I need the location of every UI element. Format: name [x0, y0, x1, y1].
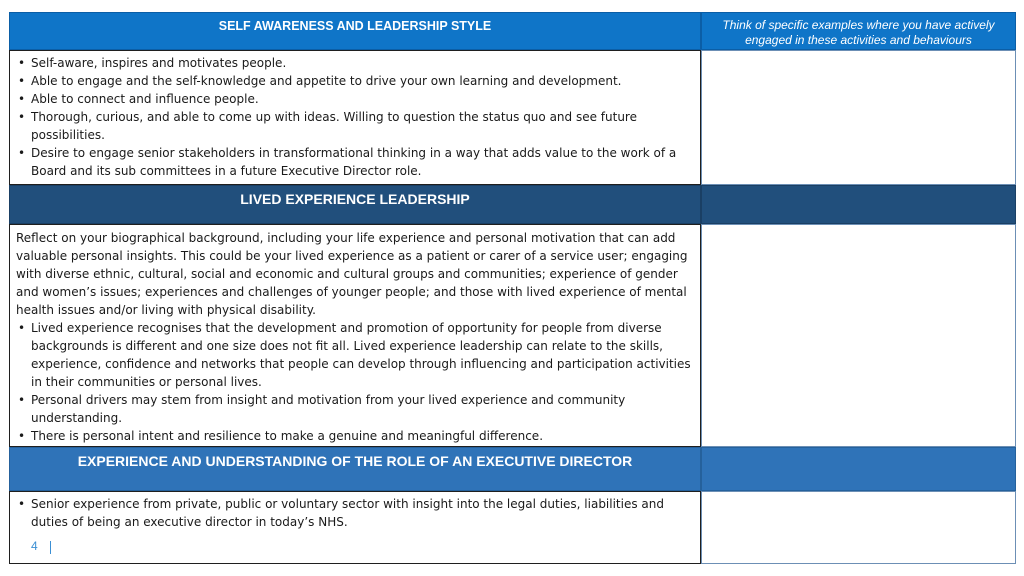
self-awareness-list: [16, 54, 692, 180]
self-awareness-body: [9, 50, 701, 185]
page-number-divider: [50, 541, 51, 554]
list-item: • Able to connect and influence people.: [16, 90, 692, 108]
list-item: • Self-aware, inspires and motivates people.: [16, 54, 692, 72]
list-item: • Lived experience recognises that the development and promotion of opportunity for people from diverse backgrounds is different and one size does not fit all. Lived experience leadership can relate to the skills, experience, confidence and networks that people can develop through influencing and participation activities in their communities or personal lives.: [16, 319, 692, 391]
page-number: 4: [31, 539, 38, 553]
executive-director-body: [9, 491, 701, 564]
executive-director-title: EXPERIENCE AND UNDERSTANDING OF THE ROLE OF AN EXECUTIVE DIRECTOR: [77, 453, 633, 469]
list-item: • Able to engage and the self-knowledge and appetite to drive your own learning and development.: [16, 72, 692, 90]
list-item: • Personal drivers may stem from insight and motivation from your lived experience and community understanding.: [16, 391, 692, 427]
executive-director-list: [16, 495, 692, 531]
examples-header-note: Think of specific examples where you have actively engaged in these activities and behaviours: [722, 18, 995, 47]
examples-header: [701, 12, 1016, 50]
executive-director-header: [9, 447, 701, 491]
list-item: • Thorough, curious, and able to come up with ideas. Willing to question the status quo and see future possibilities.: [16, 108, 692, 144]
lived-experience-side-header: [701, 185, 1016, 224]
executive-director-side-header: [701, 447, 1016, 491]
self-awareness-header: [9, 12, 701, 50]
lived-experience-list: [16, 319, 692, 445]
list-item: • There is personal intent and resilience to make a genuine and meaningful difference.: [16, 427, 692, 445]
executive-director-examples-field[interactable]: [701, 491, 1016, 564]
self-awareness-examples-field[interactable]: [701, 50, 1016, 185]
list-item: • Desire to engage senior stakeholders in transformational thinking in a way that adds value to the work of a Board and its sub committees in a future Executive Director role.: [16, 144, 692, 180]
lived-experience-examples-field[interactable]: [701, 224, 1016, 447]
self-awareness-title: SELF AWARENESS AND LEADERSHIP STYLE: [218, 19, 492, 33]
lived-experience-intro: Reflect on your biographical background, including your life experience and personal motivation that can add valuable personal insights. This could be your lived experience as a patient or carer of a service user; engaging with diverse ethnic, cultural, social and economic and cultural groups and communities; experience of gender and women’s issues; experiences and challenges of younger people; and those with lived experience of mental health issues and/or living with physical disability.: [16, 231, 688, 317]
lived-experience-body: [9, 224, 701, 447]
competency-table: [9, 12, 1016, 564]
lived-experience-title: LIVED EXPERIENCE LEADERSHIP: [240, 191, 470, 207]
lived-experience-header: [9, 185, 701, 224]
list-item: • Senior experience from private, public or voluntary sector with insight into the legal duties, liabilities and duties of being an executive director in today’s NHS.: [16, 495, 692, 531]
